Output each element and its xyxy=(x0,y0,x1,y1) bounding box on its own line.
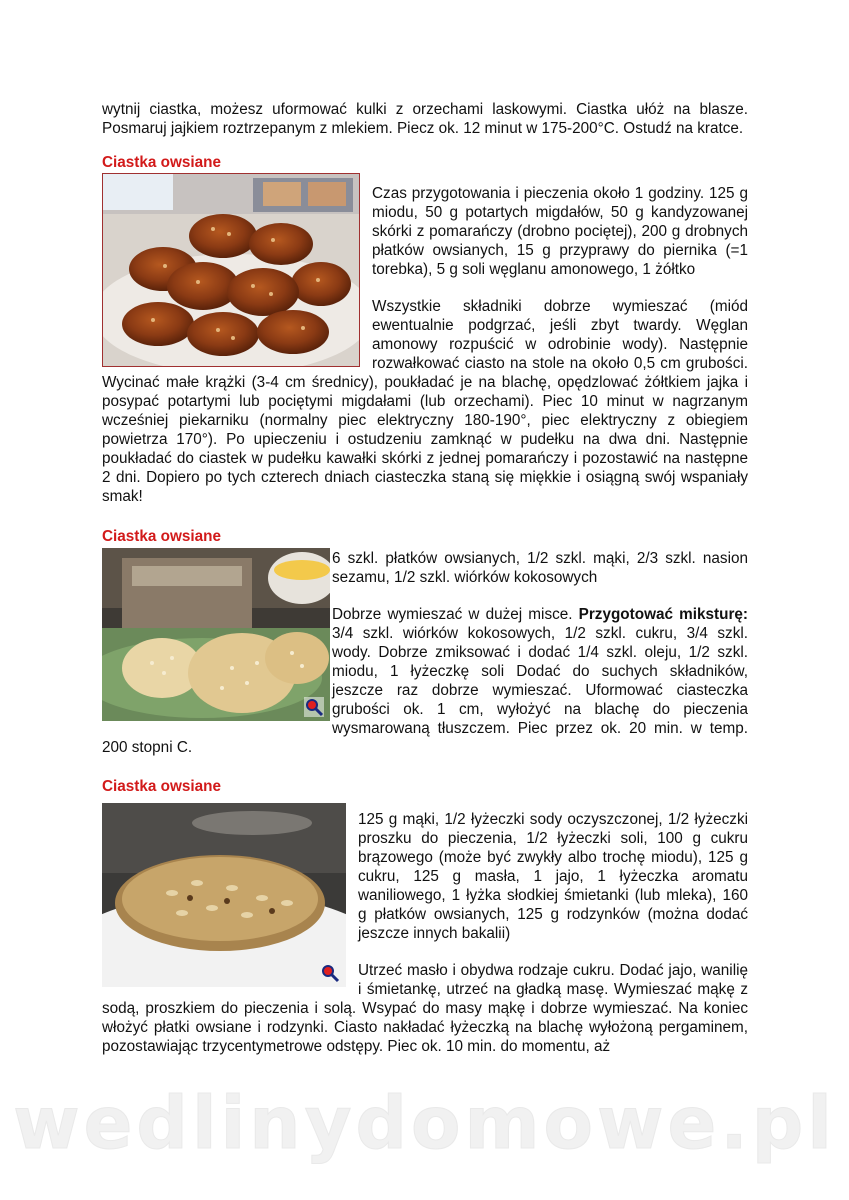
sesame-cookies-photo xyxy=(102,548,330,721)
document-page xyxy=(102,100,748,1056)
recipe-2-ingredients: 6 szkl. płatków owsianych, 1/2 szkl. mąki, 2/3 szkl. nasion sezamu, 1/2 szkl. wiórków kokosowych xyxy=(332,550,748,586)
recipe-2-title: Ciastka owsiane xyxy=(102,528,222,545)
zoom-magnifier-icon[interactable] xyxy=(320,963,340,983)
intro-paragraph: wytnij ciastka, możesz uformować kulki z orzechami laskowymi. Ciastka ułóż na blasze. Posmaruj jajkiem roztrzepanym z mlekiem. Piecz ok. 12 minut w 175-200°C. Ostudź na kratce. xyxy=(102,101,748,137)
recipe-3-instructions: Utrzeć masło i obydwa rodzaje cukru. Dodać jajo, wanilię i śmietankę, utrzeć na gładką masę. Wymieszać mąkę z sodą, proszkiem do pieczenia i solą. Wsypać do masy mąkę i dobrze wymieszać. Na koniec włożyć płatki owsiane i rodzynki. Ciasto nakładać łyżeczką na blachę wyłożoną pergaminem, pozostawiając trzycentymetrowe odstępy. Piec ok. 10 min. do momentu, aż xyxy=(102,962,748,1055)
recipe-3-title: Ciastka owsiane xyxy=(102,778,222,795)
zoom-magnifier-icon[interactable] xyxy=(304,697,324,717)
recipe-1-ingredients: Czas przygotowania i pieczenia około 1 godziny. 125 g miodu, 50 g potartych migdałów, 50 g kandyzowanej skórki z pomarańczy (drobno pociętej), 200 g drobnych płatków owsianych, 15 g przyprawy do piernika (=1 torebka), 5 g soli węglanu amonowego, 1 żółtko xyxy=(372,185,748,278)
recipe-2-instructions: Dobrze wymieszać w dużej misce. Przygotować miksturę: 3/4 szkl. wiórków kokosowych, 1/2 szkl. cukru, 3/4 szkl. wody. Dobrze zmiksować i dodać 1/4 szkl. oleju, 1/2 szkl. miodu, 1 łyżeczkę soli Dodać do suchych składników, jeszcze raz dobrze wymieszać. Uformować ciasteczka grubości ok. 1 cm, wyłożyć na blachę do pieczenia wysmarowaną tłuszczem. Piec przez ok. 20 min. w temp. 200 stopni C. xyxy=(102,606,748,756)
watermark: wedlinydomowe.pl xyxy=(13,1081,836,1165)
cookies-photo xyxy=(102,173,360,367)
recipe-1-instructions: Wszystkie składniki dobrze wymieszać (miód ewentualnie podgrzać, jeśli zbyt twardy. Węglan amonowy rozpuścić w odrobinie wody). Następnie rozwałkować ciasto na stole na około 0,5 cm grubości. Wycinać małe krążki (3-4 cm średnicy), poukładać je na blachę, opędzlować żółtkiem jajka i posypać potartymi lub pociętymi migdałami (lub orzechami). Piec 10 minut w nagrzanym wcześniej piekarniku (normalny piec elektryczny 180-190°, piec elektryczny z obiegiem powietrza 170°). Po upieczeniu i ostudzeniu zamknąć w pudełku na dwa dni. Następnie poukładać do ciastek w pudełku kawałki skórki z jednej pomarańczy i pozostawić na następne 2 dni. Dopiero po tych czterech dniach ciasteczka staną się miękkie i osiągną swój wspaniały smak! xyxy=(102,298,748,505)
recipe-1-title: Ciastka owsiane xyxy=(102,154,222,171)
mixture-heading: Przygotować miksturę: xyxy=(578,606,748,623)
oat-cookie-photo xyxy=(102,803,346,987)
recipe-3-ingredients: 125 g mąki, 1/2 łyżeczki sody oczyszczonej, 1/2 łyżeczki proszku do pieczenia, 1/2 łyżeczki soli, 100 g cukru brązowego (może być zwykły albo trochę miodu), 125 g cukru, 125 g masła, 1 jajo, 1 łyżeczka aromatu waniliowego, 1 łyżka słodkiej śmietanki (lub mleka), 160 g płatków owsianych, 125 g rodzynków (można dodać jeszcze innych bakalii) xyxy=(358,811,748,942)
